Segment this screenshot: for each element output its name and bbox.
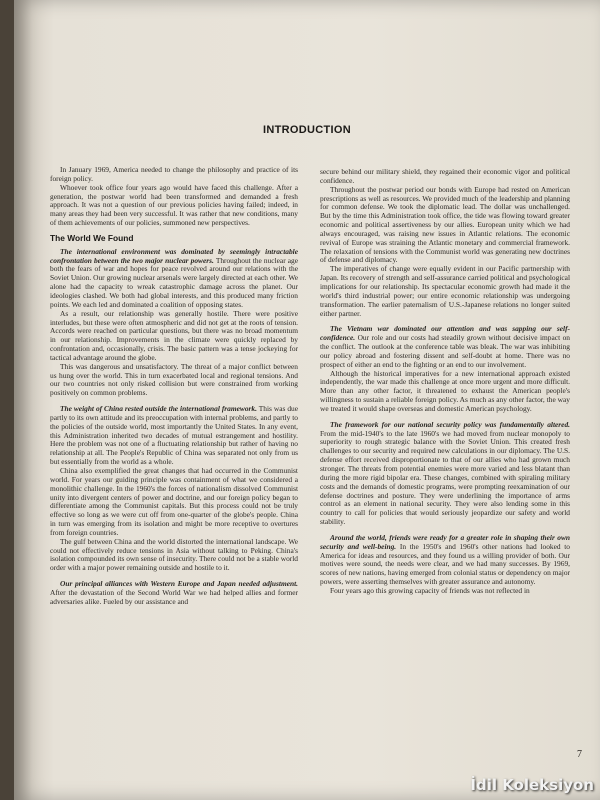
page-number: 7 (577, 749, 582, 760)
paragraph-body: Throughout the nuclear age both the fears of war and hopes for peace revolved around our relations with the Soviet Union. Our growing nuclear arsenals were largely directed at each other. We alone had the capacity to wreak catastrophic damage across the planet. Our ideologies clashed. We both had global interests, and this produced many friction points. We each led and dominated a coalition of opposing states. (50, 255, 299, 309)
paragraph-lead-in: Our principal alliances with Western Europe and Japan needed adjustment. (60, 579, 298, 589)
paragraph: This was dangerous and unsatisfactory. The threat of a major conflict between us hung over the world. This in turn exacerbated local and regional tensions. And our two countries not only risked collision but were constrained from working positively on common problems. (50, 361, 298, 398)
paragraph: The imperatives of change were equally evident in our Pacific partnership with Japan. Its recovery of strength and self-assurance carried political and psychological implications for our relationship. Its spectacular economic growth had made it the world's third industrial power; our entire economic relationship was undergoing transformation. The earlier paternalism of U.S.-Japanese relations no longer suited either partner. (320, 264, 570, 318)
paragraph-lead-in: Around the world, friends were ready for a greater role in shaping their own security and well-being. (320, 532, 570, 551)
paragraph: As a result, our relationship was generally hostile. There were positive interludes, but these were often atmospheric and did not get at the roots of tension. Accords were reached on particular questions, but there was no broad momentum in our relationship. Improvements in the climate were quickly replaced by confrontation and, occasionally, crisis. The basic pattern was a tense jockeying for tactical advantage around the globe. (50, 308, 298, 362)
paragraph: Although the historical imperatives for a new international approach existed independently, the war made this challenge at once more urgent and more difficult. More than any other factor, it threatened to exhaust the American people's willingness to sustain a reliable foreign policy. As much as any other factor, the way we treated it would shape overseas and domestic American psychology. (320, 368, 570, 413)
paragraph-body: After the devastation of the Second World War we had helped allies and former adversaries alike. Fueled by our assistance and (50, 587, 298, 606)
paragraph-lead-in: The framework for our national security policy was fundamentally altered. (330, 419, 570, 429)
paragraph-body: From the mid-1940's to the late 1960's we had moved from nuclear monopoly to superiority to rough strategic balance with the Soviet Union. This created fresh challenges to our security and required new calculations in our diplomacy. The U.S. defense effort received disproportionate to that of our allies who had grown much stronger. The threats from potential enemies were more varied and less blatant than during the more rigid bipolar era. These changes, combined with spiraling military costs and the demands of domestic programs, were prompting reexamination of our defense doctrines and posture. They were underlining the importance of arms control as an element in national security. They were also lending some in this country to call for policies that would seriously jeopardize our safety and world stability. (320, 428, 570, 527)
section-heading: The World We Found (50, 232, 134, 243)
paragraph: The gulf between China and the world distorted the international landscape. We could not effectively reduce tensions in Asia without talking to Peking. China's isolation compounded its own sense of insecurity. There could not be a stable world order with a major power remaining outside and hostile to it. (50, 536, 298, 573)
right-column (320, 168, 570, 596)
paragraph: Throughout the postwar period our bonds with Europe had rested on American prescriptions as well as resources. We provided much of the leadership and planning for common defense. We took the diplomatic lead. The dollar was unchallenged. But by the time this Administration took office, the tide was flowing toward greater economic and political assertiveness by our allies. European unity which we had always encouraged, was raising new issues in Atlantic relations. The economic revival of Europe was straining the Atlantic monetary and commercial framework. The relaxation of tensions with the Communist world was generating new doctrines of defense and diplomacy. (320, 184, 570, 265)
paragraph-lead-in: The weight of China rested outside the international framework. (60, 404, 257, 414)
paragraph-body: This was due partly to its own attitude and its preoccupation with internal problems, and partly to the policies of the outside world, most importantly the United States. In any event, this Administration inherited two decades of mutual estrangement and hostility. Here the problem was not one of a fluctuating relationship but rather of having no relationship at all. The People's Republic of China was separated not only from us but essentially from the world as a whole. (50, 404, 298, 467)
paragraph (50, 405, 298, 467)
paragraph (320, 421, 570, 527)
paragraph: Four years ago this growing capacity of friends was not reflected in (330, 585, 530, 595)
paragraph-body: Our role and our costs had steadily grown without decisive impact on the conflict. The outlook at the conference table was bleak. The war was inhibiting our policy abroad and fostering dissent and self-doubt at home. There was no prospect of either an end to the fighting or an end to our involvement. (320, 333, 570, 369)
paragraph: Whoever took office four years ago would have faced this challenge. After a generation, the postwar world had been transformed and demanded a fresh approach. It was not a question of our previous policies having failed; indeed, in many areas they had been very successful. It was rather that new conditions, many of them achievements of our policies, summoned new perspectives. (50, 182, 298, 228)
document-page (14, 0, 600, 800)
paragraph (50, 580, 298, 607)
left-column (50, 166, 298, 607)
paragraph-body: In the 1950's and 1960's other nations had looked to America for ideas and resources, and they found us a willing provider of both. Our motives were sound, the needs were clear, and we had many successes. By 1969, scores of new nations, having emerged from colonial status or dependency on major powers, were asserting themselves with greater assurance and autonomy. (320, 541, 571, 587)
paragraph: China also exemplified the great changes that had occurred in the Communist world. For years our guiding principle was containment of what we considered a monolithic challenge. In the 1960's the forces of nationalism dissolved Communist unity into divergent centers of power and doctrine, and our foreign policy began to differentiate among the Communist capitals. But this process could not be truly effective so long as we were cut off from one-quarter of the globe's people. China in turn was emerging from its isolation and might be more receptive to overtures from foreign countries. (50, 466, 298, 537)
paragraph-lead-in: The international environment was dominated by seemingly intractable confrontation between the two major nuclear powers. (50, 246, 298, 265)
paragraph: secure behind our military shield, they regained their economic vigor and political confidence. (320, 167, 570, 185)
paragraph (50, 248, 298, 310)
paragraph (320, 325, 570, 369)
watermark: İdil Koleksiyon (470, 776, 594, 794)
paragraph (320, 534, 570, 587)
paragraph-lead-in: The Vietnam war dominated our attention and was sapping our self-confidence. (320, 324, 570, 343)
paragraph: In January 1969, America needed to change the philosophy and practice of its foreign policy. (50, 165, 298, 183)
page-title: INTRODUCTION (263, 124, 351, 136)
